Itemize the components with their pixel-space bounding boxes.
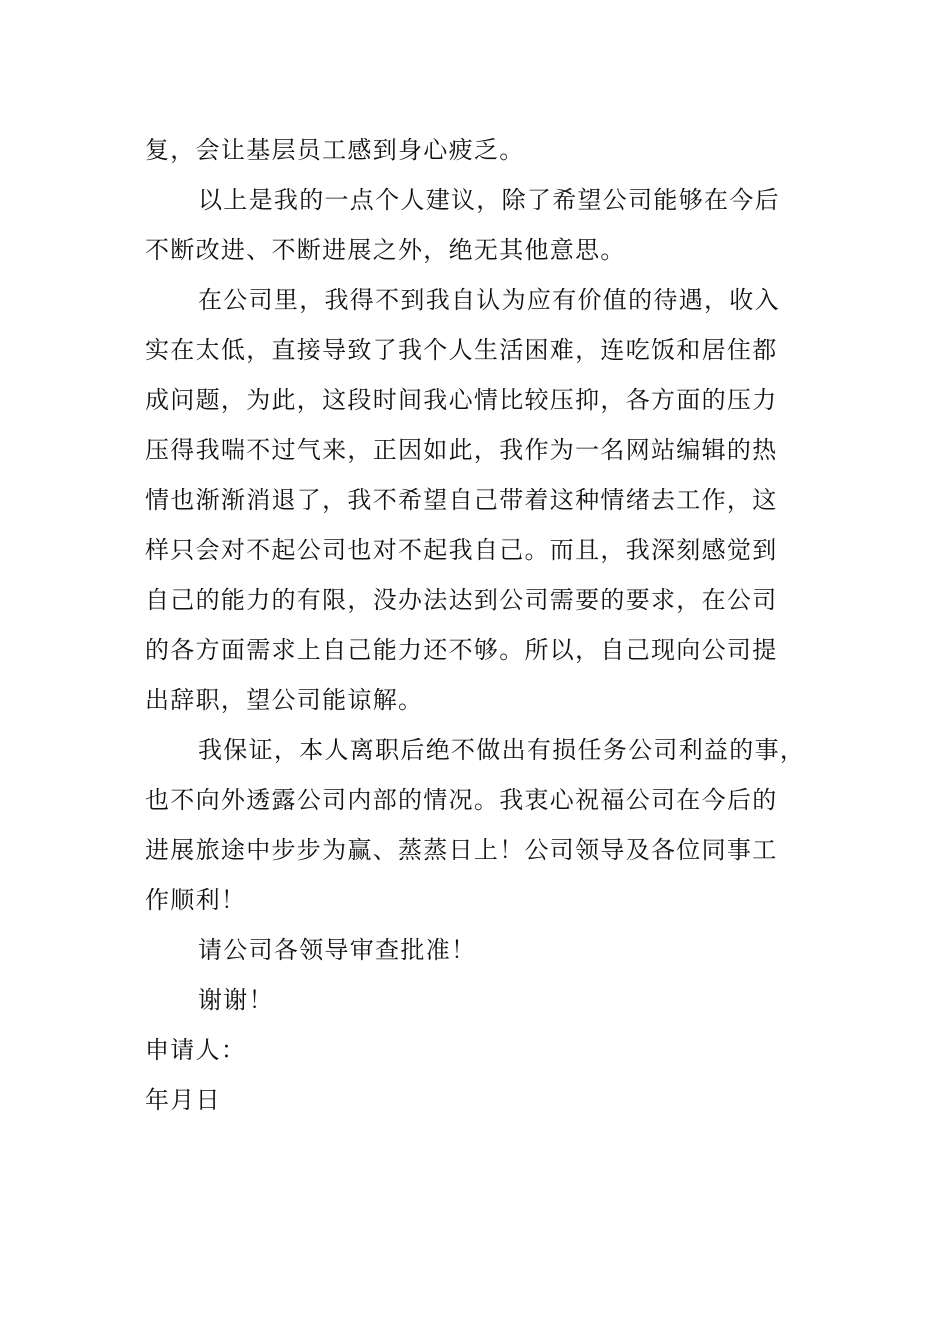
text-line: 不断改进、不断进展之外，绝无其他意思。 (145, 236, 626, 264)
text-line: 的各方面需求上自己能力还不够。所以，自己现向公司提 (145, 636, 778, 664)
text-line: 成问题，为此，这段时间我心情比较压抑，各方面的压力 (145, 386, 778, 414)
paragraph-guarantee (145, 725, 815, 925)
text-line: 以上是我的一点个人建议，除了希望公司能够在今后 (198, 186, 780, 214)
text-line: 出辞职，望公司能谅解。 (145, 686, 424, 714)
signature-date (145, 1075, 815, 1125)
paragraph-reasons (145, 275, 815, 725)
text-line: 情也渐渐消退了，我不希望自己带着这种情绪去工作，这 (145, 486, 778, 514)
text-line: 在公司里，我得不到我自认为应有价值的待遇，收入 (198, 286, 780, 314)
text-line: 也不向外透露公司内部的情况。我衷心祝福公司在今后的 (145, 786, 778, 814)
text-line: 样只会对不起公司也对不起我自己。而且，我深刻感觉到 (145, 536, 778, 564)
text-line: 申请人： (145, 1036, 247, 1064)
signature-applicant (145, 1025, 815, 1075)
paragraph-approval-request (145, 925, 815, 975)
text-line: 作顺利！ (145, 886, 247, 914)
text-line: 年月日 (145, 1086, 221, 1114)
text-line: 进展旅途中步步为赢、蒸蒸日上！公司领导及各位同事工 (145, 836, 778, 864)
text-line: 压得我喘不过气来，正因如此，我作为一名网站编辑的热 (145, 436, 778, 464)
paragraph-continuation (145, 125, 815, 175)
text-line: 实在太低，直接导致了我个人生活困难，连吃饭和居住都 (145, 336, 778, 364)
document-body (145, 125, 815, 1125)
paragraph-suggestion (145, 175, 815, 275)
text-line: 复，会让基层员工感到身心疲乏。 (145, 136, 525, 164)
paragraph-thanks (145, 975, 815, 1025)
text-line: 自己的能力的有限，没办法达到公司需要的要求，在公司 (145, 586, 778, 614)
text-line: 谢谢！ (198, 986, 274, 1014)
text-line: 请公司各领导审查批准！ (198, 936, 477, 964)
text-line: 我保证，本人离职后绝不做出有损任务公司利益的事， (198, 736, 806, 764)
